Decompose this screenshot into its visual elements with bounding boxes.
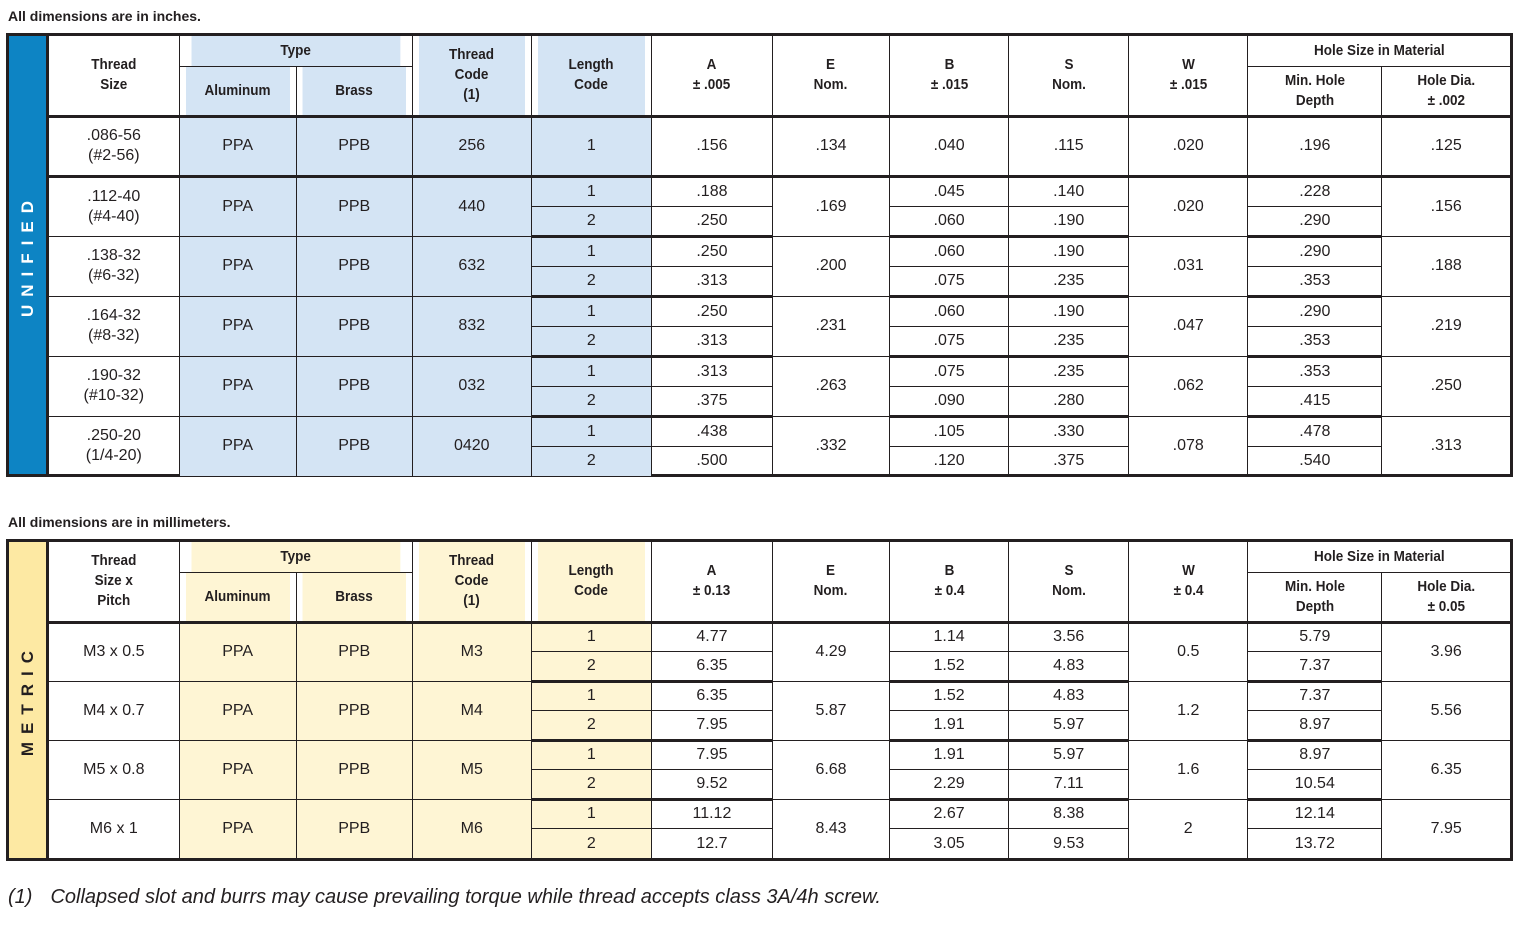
cell-min-hole-depth: .540 [1248, 446, 1382, 476]
table-row [49, 236, 1510, 266]
cell-b: .075 [890, 266, 1009, 296]
cell-s: .375 [1009, 446, 1129, 476]
cell-b: 1.91 [890, 711, 1009, 741]
cell-min-hole-depth: 7.37 [1248, 652, 1382, 682]
cell-a: .156 [651, 116, 772, 176]
header-a: A ± 0.13 [657, 542, 766, 622]
cell-min-hole-depth: .290 [1248, 296, 1382, 326]
cell-length-code: 2 [531, 711, 651, 741]
footnote-text: Collapsed slot and burrs may cause prevailing torque while thread accepts class 3A/4h screw. [50, 886, 881, 908]
cell-brass: PPB [296, 799, 412, 858]
cell-brass: PPB [296, 356, 412, 416]
cell-aluminum: PPA [179, 176, 296, 236]
table-row [49, 622, 1510, 652]
cell-b: .045 [890, 176, 1009, 206]
cell-length-code: 1 [531, 176, 651, 206]
cell-thread-size: M6 x 1 [49, 799, 179, 858]
cell-min-hole-depth: .228 [1248, 176, 1382, 206]
header-s: S Nom. [1015, 542, 1123, 622]
cell-length-code: 1 [531, 236, 651, 266]
cell-b: .060 [890, 296, 1009, 326]
cell-e: 4.29 [772, 622, 889, 681]
header-aluminum: Aluminum [185, 66, 290, 116]
cell-length-code: 2 [531, 829, 651, 859]
cell-s: 8.38 [1009, 799, 1129, 829]
cell-length-code: 1 [531, 740, 651, 770]
cell-s: 5.97 [1009, 711, 1129, 741]
cell-e: .263 [772, 356, 889, 416]
cell-w: .020 [1129, 116, 1248, 176]
cell-aluminum: PPA [179, 236, 296, 296]
cell-min-hole-depth: 10.54 [1248, 770, 1382, 800]
cell-s: .190 [1009, 296, 1129, 326]
cell-min-hole-depth: .415 [1248, 386, 1382, 416]
cell-thread-size: M3 x 0.5 [49, 622, 179, 681]
cell-e: 5.87 [772, 681, 889, 740]
cell-hole-dia: .250 [1382, 356, 1510, 416]
cell-w: .020 [1129, 176, 1248, 236]
header-hole-dia: Hole Dia. ± 0.05 [1388, 572, 1503, 622]
cell-w: .078 [1129, 416, 1248, 476]
header-brass: Brass [302, 66, 406, 116]
cell-b: .120 [890, 446, 1009, 476]
cell-hole-dia: 3.96 [1382, 622, 1510, 681]
cell-thread-size: M4 x 0.7 [49, 681, 179, 740]
header-brass: Brass [302, 572, 406, 622]
cell-min-hole-depth: .290 [1248, 206, 1382, 236]
cell-thread-size: .086-56 (#2-56) [49, 116, 179, 176]
header-length-code: Length Code [537, 36, 645, 116]
cell-thread-size: .138-32 (#6-32) [49, 236, 179, 296]
cell-thread-size: .250-20 (1/4-20) [49, 416, 179, 476]
cell-length-code: 1 [531, 116, 651, 176]
cell-min-hole-depth: .353 [1248, 356, 1382, 386]
header-type: Type [191, 36, 401, 66]
cell-a: .250 [651, 296, 772, 326]
cell-e: .169 [772, 176, 889, 236]
cell-hole-dia: 6.35 [1382, 740, 1510, 799]
cell-min-hole-depth: .353 [1248, 326, 1382, 356]
cell-e: .231 [772, 296, 889, 356]
cell-a: .188 [651, 176, 772, 206]
cell-a: 6.35 [651, 652, 772, 682]
cell-thread-code: M3 [412, 622, 531, 681]
cell-a: .500 [651, 446, 772, 476]
cell-brass: PPB [296, 176, 412, 236]
header-hole-dia: Hole Dia. ± .002 [1388, 66, 1503, 116]
header-length-code: Length Code [537, 542, 645, 622]
cell-s: 4.83 [1009, 652, 1129, 682]
cell-min-hole-depth: 8.97 [1248, 711, 1382, 741]
header-min-hole-depth: Min. Hole Depth [1254, 572, 1375, 622]
header-thread-code: Thread Code (1) [418, 36, 525, 116]
units-note-inches: All dimensions are in inches. [8, 8, 201, 24]
cell-aluminum: PPA [179, 681, 296, 740]
cell-hole-dia: .313 [1382, 416, 1510, 476]
metric-side-label: METRIC [9, 542, 49, 858]
cell-length-code: 2 [531, 266, 651, 296]
cell-length-code: 1 [531, 799, 651, 829]
cell-a: 12.7 [651, 829, 772, 859]
cell-thread-code: M4 [412, 681, 531, 740]
cell-a: .438 [651, 416, 772, 446]
cell-brass: PPB [296, 622, 412, 681]
cell-a: 7.95 [651, 740, 772, 770]
header-thread-size: Thread Size [56, 36, 173, 116]
cell-thread-code: 032 [412, 356, 531, 416]
cell-s: 3.56 [1009, 622, 1129, 652]
cell-e: .134 [772, 116, 889, 176]
units-note-millimeters: All dimensions are in millimeters. [8, 514, 231, 530]
cell-a: .313 [651, 266, 772, 296]
cell-aluminum: PPA [179, 116, 296, 176]
cell-brass: PPB [296, 740, 412, 799]
cell-b: .060 [890, 206, 1009, 236]
cell-s: .235 [1009, 266, 1129, 296]
cell-thread-size: .190-32 (#10-32) [49, 356, 179, 416]
cell-a: .375 [651, 386, 772, 416]
cell-min-hole-depth: 8.97 [1248, 740, 1382, 770]
cell-a: .250 [651, 236, 772, 266]
table-row [49, 681, 1510, 711]
table-row [49, 799, 1510, 829]
cell-thread-size: M5 x 0.8 [49, 740, 179, 799]
cell-length-code: 2 [531, 326, 651, 356]
header-w: W ± .015 [1135, 36, 1242, 116]
cell-a: .250 [651, 206, 772, 236]
cell-brass: PPB [296, 681, 412, 740]
cell-length-code: 1 [531, 416, 651, 446]
header-hole-size: Hole Size in Material [1261, 36, 1497, 66]
cell-b: 1.91 [890, 740, 1009, 770]
cell-thread-code: 256 [412, 116, 531, 176]
cell-thread-code: M6 [412, 799, 531, 858]
cell-w: 1.2 [1129, 681, 1248, 740]
cell-a: 7.95 [651, 711, 772, 741]
cell-min-hole-depth: 7.37 [1248, 681, 1382, 711]
cell-w: .047 [1129, 296, 1248, 356]
unified-table [49, 36, 1510, 477]
cell-aluminum: PPA [179, 740, 296, 799]
header-thread-size: Thread Size x Pitch [56, 542, 173, 622]
cell-w: 0.5 [1129, 622, 1248, 681]
cell-aluminum: PPA [179, 799, 296, 858]
cell-s: 7.11 [1009, 770, 1129, 800]
header-hole-size: Hole Size in Material [1261, 542, 1497, 572]
cell-hole-dia: .125 [1382, 116, 1510, 176]
cell-b: .075 [890, 326, 1009, 356]
header-aluminum: Aluminum [185, 572, 290, 622]
cell-e: .332 [772, 416, 889, 476]
cell-s: .235 [1009, 326, 1129, 356]
header-b: B ± 0.4 [896, 542, 1003, 622]
cell-b: 3.05 [890, 829, 1009, 859]
cell-b: .090 [890, 386, 1009, 416]
cell-s: .190 [1009, 236, 1129, 266]
cell-w: .062 [1129, 356, 1248, 416]
cell-b: 1.52 [890, 652, 1009, 682]
metric-table [49, 542, 1510, 859]
header-b: B ± .015 [896, 36, 1003, 116]
cell-length-code: 2 [531, 770, 651, 800]
unified-table-block [6, 33, 1513, 477]
cell-length-code: 1 [531, 622, 651, 652]
table-row [49, 296, 1510, 326]
cell-b: .040 [890, 116, 1009, 176]
cell-thread-size: .112-40 (#4-40) [49, 176, 179, 236]
cell-s: .280 [1009, 386, 1129, 416]
cell-min-hole-depth: .196 [1248, 116, 1382, 176]
footnote-number: (1) [8, 886, 33, 908]
cell-brass: PPB [296, 116, 412, 176]
table-row [49, 356, 1510, 386]
cell-length-code: 2 [531, 386, 651, 416]
cell-b: 1.52 [890, 681, 1009, 711]
cell-b: 2.29 [890, 770, 1009, 800]
cell-a: 9.52 [651, 770, 772, 800]
cell-a: 4.77 [651, 622, 772, 652]
table-row [49, 740, 1510, 770]
cell-min-hole-depth: .353 [1248, 266, 1382, 296]
cell-a: 6.35 [651, 681, 772, 711]
cell-s: .330 [1009, 416, 1129, 446]
cell-brass: PPB [296, 416, 412, 476]
cell-hole-dia: 5.56 [1382, 681, 1510, 740]
cell-b: 1.14 [890, 622, 1009, 652]
cell-e: .200 [772, 236, 889, 296]
metric-table-body [49, 622, 1510, 858]
cell-thread-code: M5 [412, 740, 531, 799]
header-s: S Nom. [1015, 36, 1123, 116]
metric-table-block [6, 539, 1513, 861]
unified-table-body [49, 116, 1510, 476]
cell-thread-code: 0420 [412, 416, 531, 476]
cell-hole-dia: .156 [1382, 176, 1510, 236]
cell-b: .105 [890, 416, 1009, 446]
cell-thread-size: .164-32 (#8-32) [49, 296, 179, 356]
header-e: E Nom. [778, 542, 883, 622]
cell-aluminum: PPA [179, 356, 296, 416]
cell-brass: PPB [296, 236, 412, 296]
footnote [8, 886, 881, 909]
table-row [49, 116, 1510, 176]
cell-w: 1.6 [1129, 740, 1248, 799]
cell-min-hole-depth: 13.72 [1248, 829, 1382, 859]
cell-a: .313 [651, 356, 772, 386]
cell-min-hole-depth: .290 [1248, 236, 1382, 266]
cell-s: .115 [1009, 116, 1129, 176]
header-type: Type [191, 542, 401, 572]
cell-b: .075 [890, 356, 1009, 386]
header-min-hole-depth: Min. Hole Depth [1254, 66, 1375, 116]
cell-min-hole-depth: 5.79 [1248, 622, 1382, 652]
cell-e: 6.68 [772, 740, 889, 799]
cell-length-code: 1 [531, 356, 651, 386]
cell-w: 2 [1129, 799, 1248, 858]
cell-s: .235 [1009, 356, 1129, 386]
cell-thread-code: 440 [412, 176, 531, 236]
cell-length-code: 2 [531, 446, 651, 476]
cell-b: .060 [890, 236, 1009, 266]
cell-s: .140 [1009, 176, 1129, 206]
cell-aluminum: PPA [179, 622, 296, 681]
cell-s: 9.53 [1009, 829, 1129, 859]
cell-thread-code: 632 [412, 236, 531, 296]
header-thread-code: Thread Code (1) [418, 542, 525, 622]
cell-length-code: 2 [531, 652, 651, 682]
cell-aluminum: PPA [179, 416, 296, 476]
cell-hole-dia: 7.95 [1382, 799, 1510, 858]
header-e: E Nom. [778, 36, 883, 116]
cell-length-code: 1 [531, 681, 651, 711]
cell-min-hole-depth: .478 [1248, 416, 1382, 446]
unified-side-label: UNIFIED [9, 36, 49, 474]
cell-brass: PPB [296, 296, 412, 356]
header-a: A ± .005 [657, 36, 766, 116]
cell-hole-dia: .188 [1382, 236, 1510, 296]
cell-length-code: 1 [531, 296, 651, 326]
cell-s: .190 [1009, 206, 1129, 236]
cell-a: 11.12 [651, 799, 772, 829]
header-w: W ± 0.4 [1135, 542, 1242, 622]
cell-length-code: 2 [531, 206, 651, 236]
table-row [49, 176, 1510, 206]
cell-b: 2.67 [890, 799, 1009, 829]
cell-s: 5.97 [1009, 740, 1129, 770]
cell-a: .313 [651, 326, 772, 356]
cell-s: 4.83 [1009, 681, 1129, 711]
cell-min-hole-depth: 12.14 [1248, 799, 1382, 829]
cell-aluminum: PPA [179, 296, 296, 356]
cell-e: 8.43 [772, 799, 889, 858]
cell-w: .031 [1129, 236, 1248, 296]
table-row [49, 416, 1510, 446]
cell-hole-dia: .219 [1382, 296, 1510, 356]
cell-thread-code: 832 [412, 296, 531, 356]
